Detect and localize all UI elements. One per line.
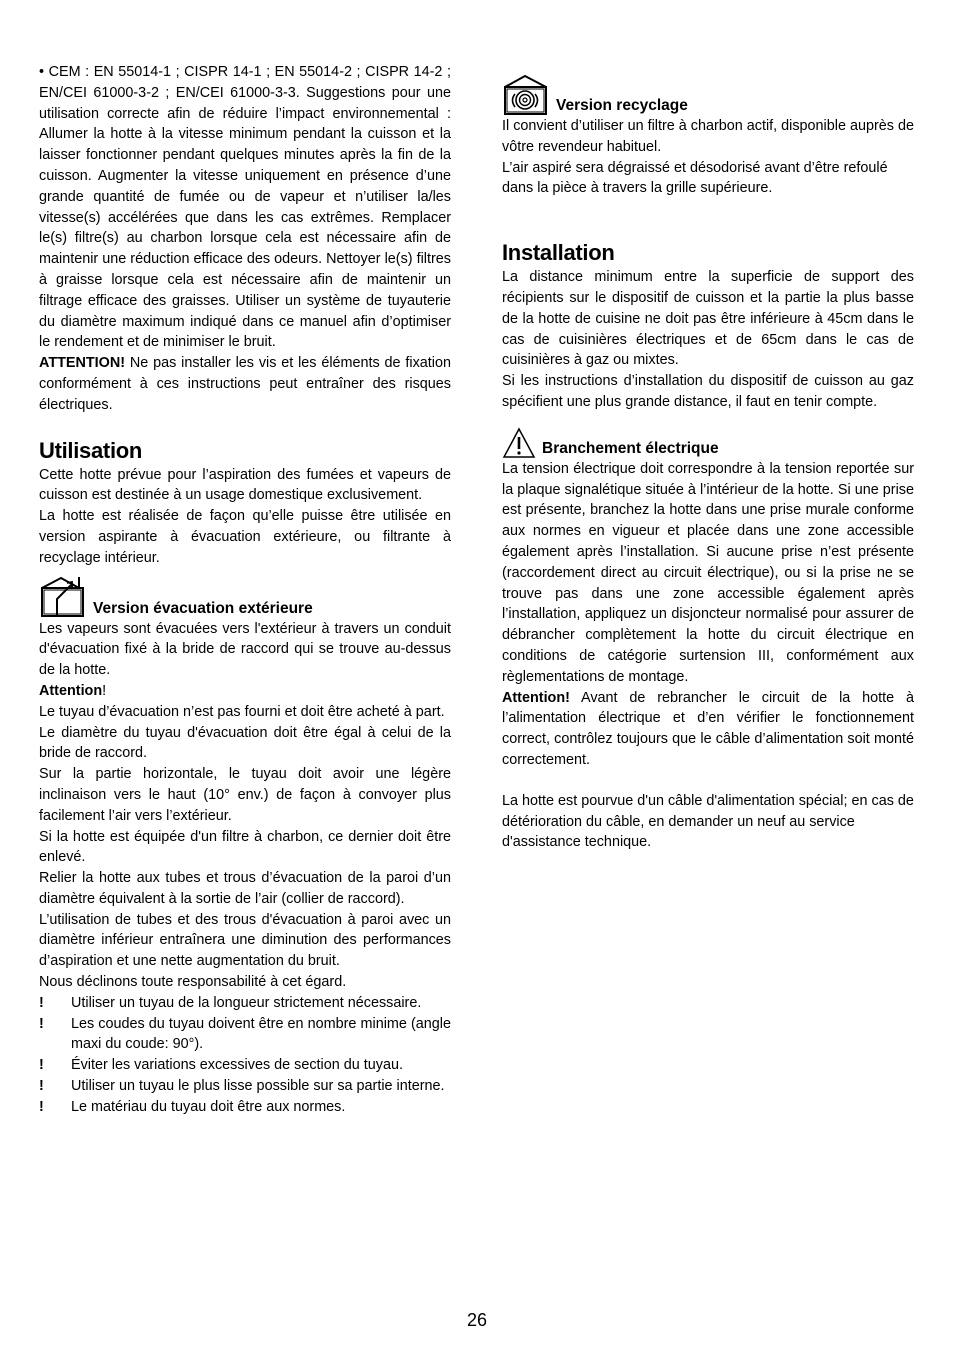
duct-bullet-list (39, 993, 451, 1118)
evacuation-house-icon (39, 575, 87, 619)
evacuation-heading: Version évacuation extérieure (93, 599, 313, 617)
recycling-subheading (502, 74, 914, 116)
bullet-marker: ! (39, 1078, 44, 1095)
installation-paragraph-2: Si les instructions d’installation du dispositif de cuisson au gaz spécifient une plus grande distance, il faut en tenir compte. (502, 373, 914, 410)
recycling-house-icon (502, 74, 550, 116)
evacuation-subheading (39, 575, 451, 619)
recycling-paragraph-1: Il convient d’utiliser un filtre à charbon actif, disponible auprès de vôtre revendeur habituel. (502, 118, 914, 155)
evacuation-paragraph-2: Le tuyau d’évacuation n’est pas fourni et doit être acheté à part. (39, 703, 445, 720)
list-item: ! Le matériau du tuyau doit être aux normes. (39, 1097, 451, 1118)
electrical-heading: Branchement électrique (542, 439, 719, 457)
electrical-subheading (502, 427, 914, 459)
installation-heading: Installation (502, 240, 615, 266)
page-number: 26 (466, 1310, 488, 1330)
evacuation-attention (39, 681, 451, 702)
evacuation-paragraph-8: Nous déclinons toute responsabilité à cet égard. (39, 974, 347, 991)
electrical-attention-label: Attention! (502, 689, 570, 706)
list-item: ! Les coudes du tuyau doivent être en nombre minime (angle maxi du coude: 90°). (39, 1014, 451, 1056)
recycling-heading: Version recyclage (556, 97, 688, 114)
electrical-attention (502, 688, 914, 771)
warning-triangle-icon (502, 427, 536, 459)
bullet-marker: ! (39, 994, 44, 1011)
utilisation-paragraph-2: La hotte est réalisée de façon qu’elle puisse être utilisée en version aspirante à évacuation extérieure, ou filtrante à recyclage intérieur. (39, 508, 451, 566)
evacuation-paragraph-5: Si la hotte est équipée d'un filtre à charbon, ce dernier doit être enlevé. (39, 828, 451, 866)
evacuation-attention-mark: ! (102, 682, 107, 699)
installation-paragraph-1: La distance minimum entre la superficie de support des récipients sur le dispositif de cuisson et la partie la plus basse de la hotte de cuisine ne doit pas être inférieure à 45cm dans le cas de cuisinières électriques et de 65cm dans le cas de cuisinières à gaz ou mixtes. (502, 269, 914, 369)
evacuation-paragraph-4: Sur la partie horizontale, le tuyau doit avoir une légère inclinaison vers le haut (10° env.) de façon à convoyer plus facilement l’air vers l’extérieur. (39, 766, 451, 824)
recycling-paragraph-2: L’air aspiré sera dégraissé et désodorisé avant d’être refoulé dans la pièce à travers la grille supérieure. (502, 159, 888, 197)
attention-paragraph (39, 353, 451, 415)
evacuation-paragraph-1: Les vapeurs sont évacuées vers l'extérieur à travers un conduit d'évacuation fixé à la bride de raccord qui se trouve au-dessus de la hotte. (39, 620, 451, 679)
evacuation-paragraph-7: L’utilisation de tubes et des trous d'évacuation à paroi avec un diamètre inférieur entraînera une diminution des performances d’aspiration et une nette augmentation du bruit. (39, 911, 451, 970)
utilisation-heading: Utilisation (39, 437, 143, 463)
left-column (39, 62, 451, 1118)
evacuation-paragraph-3: Le diamètre du tuyau d'évacuation doit être égal à celui de la bride de raccord. (39, 724, 451, 762)
evacuation-paragraph-6: Relier la hotte aux tubes et trous d’évacuation de la paroi d’un diamètre équivalent à la sortie de l’air (collier de raccord). (39, 870, 451, 907)
intro-paragraph: • CEM : EN 55014-1 ; CISPR 14-1 ; EN 55014-2 ; CISPR 14-2 ; EN/CEI 61000-3-2 ; EN/CEI 61000-3-3. Suggestions pour une utilisation correcte afin de réduire l’impact environnemental : Allumer la hotte à la vitesse minimum pendant la cuisson et la laisser fonctionner pendant quelques minutes après la fin de la cuisson. Augmenter la vitesse uniquement en présence d’une grande quantité de fumée ou de vapeur et n’utiliser la/les vitesse(s) accélérées que dans les cas extrêmes. Remplacer le(s) filtre(s) au charbon lorsque cela est nécessaire afin de maintenir une réduction efficace des odeurs. Nettoyer le(s) filtres à graisse lorsque cela est nécessaire afin de maintenir un filtrage efficace des graisses. Utiliser un système de tuyauterie du diamètre maximum indiqué dans ce manuel afin d’optimiser le rendement et de minimiser le bruit. (39, 64, 451, 351)
list-item: ! Éviter les variations excessives de section du tuyau. (39, 1055, 451, 1076)
list-item: ! Utiliser un tuyau le plus lisse possible sur sa partie interne. (39, 1076, 451, 1097)
right-column (502, 72, 914, 853)
bullet-marker: ! (39, 1057, 44, 1074)
attention-label: ATTENTION! (39, 355, 126, 372)
electrical-attention-text: Avant de rebrancher le circuit de la hotte à l’alimentation électrique et d’en vérifier le fonctionnement correct, contrôlez toujours que le câble d’alimentation soit monté correctement. (502, 689, 914, 768)
attention-text: Ne pas installer les vis et les éléments de fixation conformément à ces instructions peut entraîner des risques électriques. (39, 355, 451, 413)
evacuation-attention-label: Attention (39, 682, 103, 699)
electrical-paragraph-1: La tension électrique doit correspondre à la tension reportée sur la plaque signalétique située à l’intérieur de la hotte. Si une prise est présente, branchez la hotte dans une prise murale conforme aux normes en vigueur et placée dans une zone accessible également après l’installation. Si aucune prise n’est présente (raccordement direct au circuit électrique), ou si la prise ne se trouve pas dans une zone accessible également après l’installation, appliquez un disjoncteur normalisé pour assurer de débrancher complètement la hotte du circuit électrique en conditions de catégorie surtension III, conformément aux règlementations de montage. (502, 460, 914, 685)
list-item: ! Utiliser un tuyau de la longueur strictement nécessaire. (39, 993, 451, 1014)
electrical-paragraph-3: La hotte est pourvue d'un câble d'alimentation spécial; en cas de détérioration du câble, en demander un neuf au service d'assistance technique. (502, 792, 914, 851)
utilisation-paragraph-1: Cette hotte prévue pour l’aspiration des fumées et vapeurs de cuisson est destinée à un usage domestique exclusivement. (39, 466, 451, 504)
bullet-marker: ! (39, 1098, 44, 1115)
bullet-marker: ! (39, 1015, 44, 1032)
